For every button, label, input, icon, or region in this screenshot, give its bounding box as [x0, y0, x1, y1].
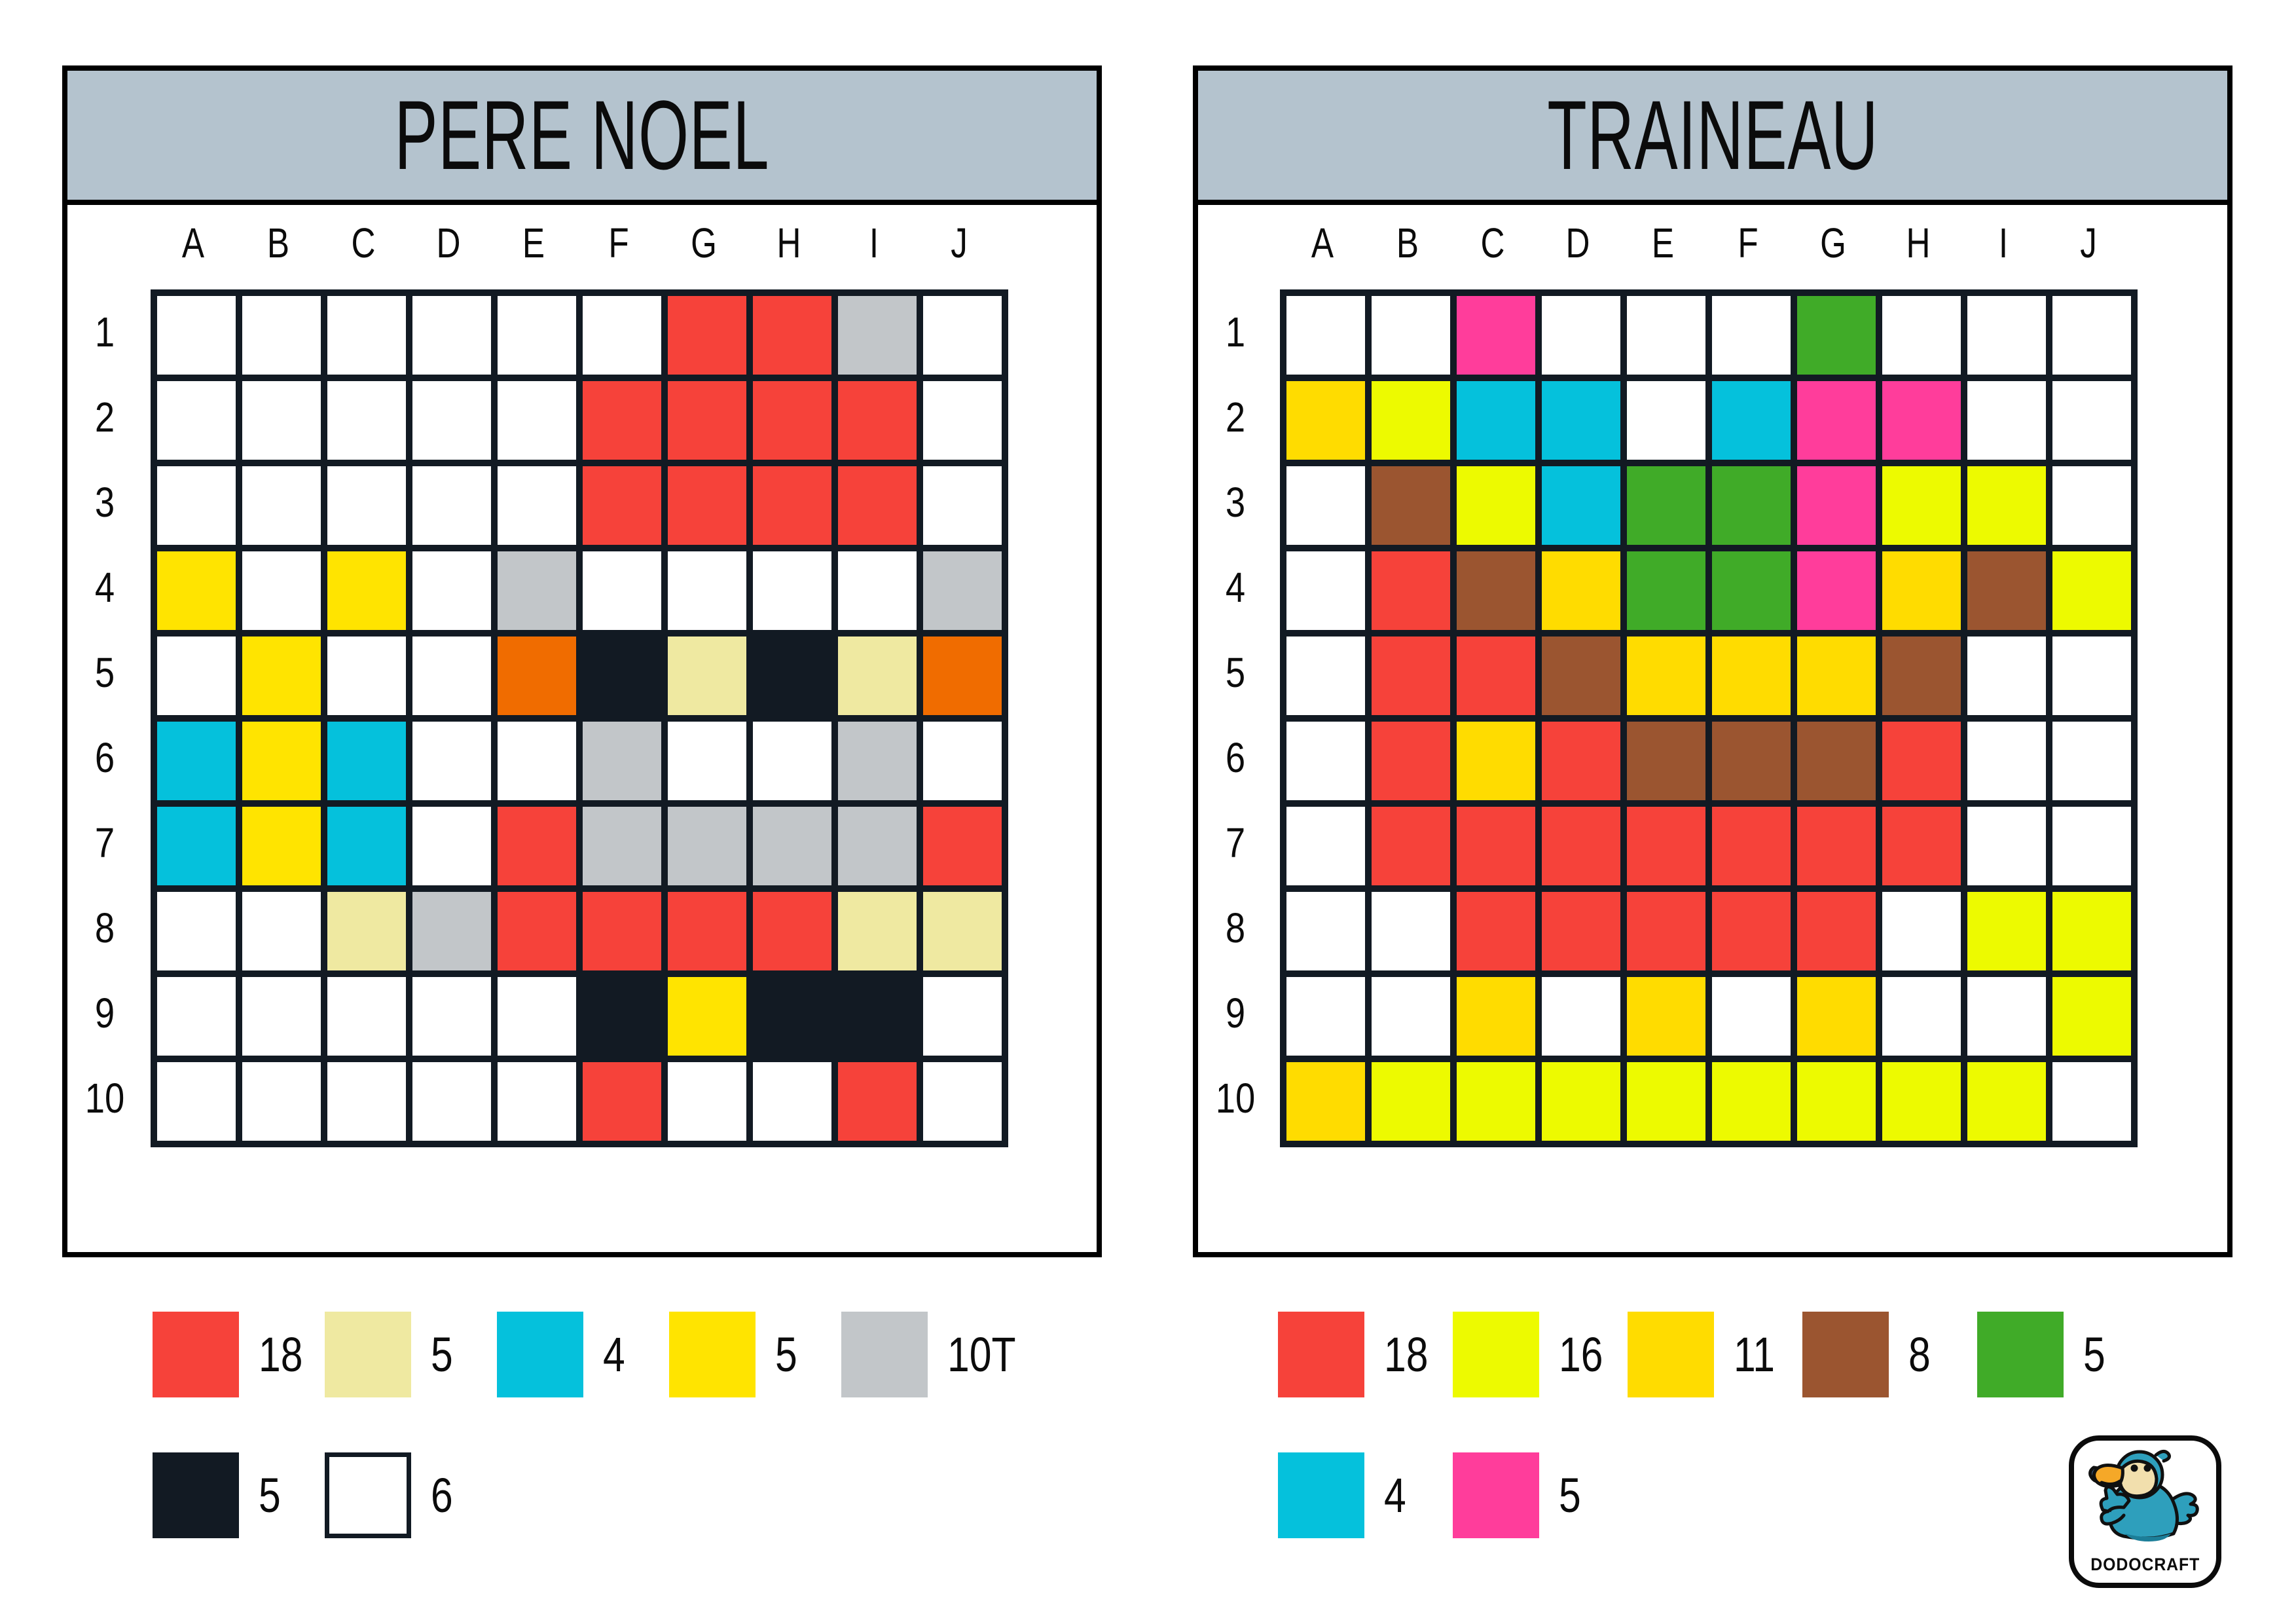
row-label: 8	[94, 904, 115, 951]
column-label: C	[1480, 219, 1505, 267]
legend-count: 5	[431, 1327, 453, 1382]
column-label: A	[1311, 219, 1334, 267]
grid-cell-traineau-H10[interactable]	[1882, 1062, 1961, 1141]
column-label: G	[1820, 219, 1846, 267]
row-label: 5	[1225, 649, 1246, 696]
legend-count: 6	[431, 1468, 453, 1522]
grid-cell-pere-noel-E3[interactable]	[498, 466, 576, 545]
grid-cell-pere-noel-D10[interactable]	[412, 1062, 491, 1141]
grid-cell-traineau-B7[interactable]	[1372, 807, 1450, 885]
legend-count: 16	[1559, 1327, 1603, 1382]
grid-cell-traineau-G8[interactable]	[1797, 892, 1876, 970]
legend-count: 4	[603, 1327, 625, 1382]
grid-cell-pere-noel-C6[interactable]	[327, 722, 406, 800]
column-label: D	[1565, 219, 1590, 267]
legend-swatch-red	[153, 1312, 239, 1397]
grid-cell-traineau-G7[interactable]	[1797, 807, 1876, 885]
grid-cell-pere-noel-J7[interactable]	[923, 807, 1002, 885]
grid-cell-traineau-B4[interactable]	[1372, 551, 1450, 630]
legend-swatch-gold	[1628, 1312, 1714, 1397]
legend-item-gray	[841, 1312, 1031, 1397]
column-label: C	[351, 219, 376, 267]
grid-cell-pere-noel-B4[interactable]	[242, 551, 321, 630]
grid-cell-pere-noel-E8[interactable]	[498, 892, 576, 970]
grid-cell-traineau-I9[interactable]	[1967, 977, 2046, 1056]
grid-cell-traineau-I2[interactable]	[1967, 381, 2046, 460]
legend-swatch-cream	[325, 1312, 411, 1397]
grid-cell-traineau-J3[interactable]	[2052, 466, 2131, 545]
grid-cell-pere-noel-E2[interactable]	[498, 381, 576, 460]
row-label: 6	[1225, 734, 1246, 781]
grid-cell-pere-noel-B8[interactable]	[242, 892, 321, 970]
grid-cell-traineau-H2[interactable]	[1882, 381, 1961, 460]
grid-cell-pere-noel-C1[interactable]	[327, 296, 406, 375]
legend-count: 18	[259, 1327, 303, 1382]
grid-cell-pere-noel-A7[interactable]	[157, 807, 236, 885]
column-label: G	[691, 219, 717, 267]
grid-cell-traineau-H6[interactable]	[1882, 722, 1961, 800]
grid-cell-traineau-A9[interactable]	[1286, 977, 1365, 1056]
grid-cell-pere-noel-B6[interactable]	[242, 722, 321, 800]
grid-cell-pere-noel-C9[interactable]	[327, 977, 406, 1056]
row-label: 1	[94, 308, 115, 356]
row-label: 4	[94, 564, 115, 611]
grid-cell-traineau-G9[interactable]	[1797, 977, 1876, 1056]
grid-cell-traineau-J7[interactable]	[2052, 807, 2131, 885]
legend-count: 10T	[947, 1327, 1016, 1382]
legend-count: 5	[259, 1468, 281, 1522]
grid-cell-traineau-I1[interactable]	[1967, 296, 2046, 375]
grid-cell-traineau-F8[interactable]	[1712, 892, 1791, 970]
grid-cell-pere-noel-G2[interactable]	[668, 381, 746, 460]
grid-cell-traineau-J2[interactable]	[2052, 381, 2131, 460]
legend-item-red	[153, 1312, 312, 1397]
legend-swatch-lime	[1453, 1312, 1539, 1397]
legend-item-cyan	[497, 1312, 630, 1397]
grid-cell-pere-noel-A8[interactable]	[157, 892, 236, 970]
grid-cell-traineau-C5[interactable]	[1457, 637, 1535, 715]
grid-cell-traineau-B8[interactable]	[1372, 892, 1450, 970]
grid-cell-pere-noel-J2[interactable]	[923, 381, 1002, 460]
grid-cell-pere-noel-B1[interactable]	[242, 296, 321, 375]
grid-cell-traineau-J9[interactable]	[2052, 977, 2131, 1056]
legend-count: 5	[2083, 1327, 2105, 1382]
row-label: 3	[94, 479, 115, 526]
legend-count: 5	[1559, 1468, 1581, 1522]
panel-title-bar	[67, 71, 1097, 205]
grid-cell-traineau-A5[interactable]	[1286, 637, 1365, 715]
grid-cell-traineau-E9[interactable]	[1627, 977, 1705, 1056]
grid-cell-pere-noel-D4[interactable]	[412, 551, 491, 630]
grid-cell-traineau-H9[interactable]	[1882, 977, 1961, 1056]
grid-cell-traineau-I4[interactable]	[1967, 551, 2046, 630]
legend-item-cream	[325, 1312, 458, 1397]
grid-cell-pere-noel-H2[interactable]	[753, 381, 831, 460]
grid-cell-pere-noel-E6[interactable]	[498, 722, 576, 800]
grid-cell-traineau-H7[interactable]	[1882, 807, 1961, 885]
row-label: 5	[94, 649, 115, 696]
column-label: I	[1998, 219, 2009, 267]
grid-cell-traineau-B6[interactable]	[1372, 722, 1450, 800]
grid-cell-pere-noel-J3[interactable]	[923, 466, 1002, 545]
grid-cell-pere-noel-A1[interactable]	[157, 296, 236, 375]
row-label: 9	[1225, 989, 1246, 1037]
grid-cell-traineau-I8[interactable]	[1967, 892, 2046, 970]
grid-cell-pere-noel-H3[interactable]	[753, 466, 831, 545]
grid-cell-traineau-I10[interactable]	[1967, 1062, 2046, 1141]
grid-cell-traineau-G6[interactable]	[1797, 722, 1876, 800]
legend-count: 11	[1734, 1327, 1775, 1382]
grid-cell-pere-noel-H1[interactable]	[753, 296, 831, 375]
grid-cell-pere-noel-H10[interactable]	[753, 1062, 831, 1141]
row-label: 10	[84, 1075, 125, 1122]
grid-cell-traineau-E1[interactable]	[1627, 296, 1705, 375]
grid-cell-pere-noel-G4[interactable]	[668, 551, 746, 630]
row-label: 9	[94, 989, 115, 1037]
legend-item-green	[1977, 1312, 2110, 1397]
grid-cell-pere-noel-F4[interactable]	[583, 551, 661, 630]
grid-cell-traineau-A3[interactable]	[1286, 466, 1365, 545]
grid-cell-traineau-G5[interactable]	[1797, 637, 1876, 715]
grid-cell-pere-noel-I5[interactable]	[838, 637, 917, 715]
grid-cell-traineau-J8[interactable]	[2052, 892, 2131, 970]
grid-cell-pere-noel-G9[interactable]	[668, 977, 746, 1056]
grid-cell-traineau-G1[interactable]	[1797, 296, 1876, 375]
grid-cell-pere-noel-J6[interactable]	[923, 722, 1002, 800]
grid-cell-pere-noel-I1[interactable]	[838, 296, 917, 375]
grid-cell-pere-noel-B9[interactable]	[242, 977, 321, 1056]
grid-cell-traineau-C2[interactable]	[1457, 381, 1535, 460]
grid-cell-pere-noel-I4[interactable]	[838, 551, 917, 630]
grid-cell-traineau-G4[interactable]	[1797, 551, 1876, 630]
grid-cell-traineau-G2[interactable]	[1797, 381, 1876, 460]
grid-cell-traineau-B3[interactable]	[1372, 466, 1450, 545]
column-labels-traineau	[1280, 219, 2131, 267]
legend-swatch-yellow	[669, 1312, 756, 1397]
grid-cell-traineau-B10[interactable]	[1372, 1062, 1450, 1141]
dodo-bird-icon	[2077, 1443, 2214, 1551]
grid-cell-pere-noel-E5[interactable]	[498, 637, 576, 715]
grid-cell-traineau-C6[interactable]	[1457, 722, 1535, 800]
grid-cell-pere-noel-D1[interactable]	[412, 296, 491, 375]
column-label: H	[776, 219, 801, 267]
grid-cell-pere-noel-E9[interactable]	[498, 977, 576, 1056]
grid-cell-traineau-C7[interactable]	[1457, 807, 1535, 885]
grid-cell-pere-noel-J10[interactable]	[923, 1062, 1002, 1141]
legend-count: 5	[775, 1327, 797, 1382]
grid-cell-pere-noel-F2[interactable]	[583, 381, 661, 460]
pixel-grid-traineau	[1280, 289, 2138, 1147]
column-label: F	[608, 219, 629, 267]
row-label: 8	[1225, 904, 1246, 951]
grid-cell-traineau-H1[interactable]	[1882, 296, 1961, 375]
grid-cell-traineau-A1[interactable]	[1286, 296, 1365, 375]
grid-cell-traineau-H5[interactable]	[1882, 637, 1961, 715]
logo-text: DODOCRAFT	[2090, 1555, 2200, 1574]
grid-cell-pere-noel-D7[interactable]	[412, 807, 491, 885]
grid-cell-traineau-D5[interactable]	[1542, 637, 1620, 715]
column-label: I	[869, 219, 879, 267]
grid-cell-pere-noel-I10[interactable]	[838, 1062, 917, 1141]
grid-cell-traineau-J1[interactable]	[2052, 296, 2131, 375]
grid-cell-traineau-D3[interactable]	[1542, 466, 1620, 545]
grid-cell-pere-noel-F3[interactable]	[583, 466, 661, 545]
legend-count: 8	[1908, 1327, 1931, 1382]
grid-cell-pere-noel-C7[interactable]	[327, 807, 406, 885]
grid-cell-pere-noel-D2[interactable]	[412, 381, 491, 460]
grid-cell-traineau-A6[interactable]	[1286, 722, 1365, 800]
panel-title: TRAINEAU	[1547, 80, 1878, 190]
column-label: A	[181, 219, 205, 267]
grid-cell-traineau-E8[interactable]	[1627, 892, 1705, 970]
grid-cell-traineau-C8[interactable]	[1457, 892, 1535, 970]
grid-cell-pere-noel-D6[interactable]	[412, 722, 491, 800]
grid-cell-pere-noel-A2[interactable]	[157, 381, 236, 460]
grid-cell-pere-noel-H8[interactable]	[753, 892, 831, 970]
grid-cell-pere-noel-F7[interactable]	[583, 807, 661, 885]
grid-cell-pere-noel-D3[interactable]	[412, 466, 491, 545]
grid-cell-traineau-J10[interactable]	[2052, 1062, 2131, 1141]
legend-item-red	[1278, 1312, 1438, 1397]
grid-cell-traineau-E7[interactable]	[1627, 807, 1705, 885]
grid-cell-traineau-E5[interactable]	[1627, 637, 1705, 715]
grid-cell-traineau-B9[interactable]	[1372, 977, 1450, 1056]
grid-cell-pere-noel-F6[interactable]	[583, 722, 661, 800]
grid-cell-traineau-A8[interactable]	[1286, 892, 1365, 970]
row-label: 1	[1225, 308, 1246, 356]
legend-swatch-green	[1977, 1312, 2064, 1397]
grid-cell-traineau-F4[interactable]	[1712, 551, 1791, 630]
legend-item-lime	[1453, 1312, 1613, 1397]
grid-cell-pere-noel-E10[interactable]	[498, 1062, 576, 1141]
grid-cell-pere-noel-H6[interactable]	[753, 722, 831, 800]
grid-cell-pere-noel-F1[interactable]	[583, 296, 661, 375]
column-label: J	[951, 219, 968, 267]
grid-cell-traineau-C3[interactable]	[1457, 466, 1535, 545]
row-label: 6	[94, 734, 115, 781]
grid-cell-pere-noel-I7[interactable]	[838, 807, 917, 885]
grid-cell-traineau-F9[interactable]	[1712, 977, 1791, 1056]
grid-cell-traineau-J6[interactable]	[2052, 722, 2131, 800]
grid-cell-pere-noel-I2[interactable]	[838, 381, 917, 460]
grid-cell-traineau-E10[interactable]	[1627, 1062, 1705, 1141]
grid-cell-pere-noel-J4[interactable]	[923, 551, 1002, 630]
grid-cell-traineau-E6[interactable]	[1627, 722, 1705, 800]
grid-cell-pere-noel-C5[interactable]	[327, 637, 406, 715]
grid-cell-pere-noel-A3[interactable]	[157, 466, 236, 545]
grid-cell-pere-noel-E1[interactable]	[498, 296, 576, 375]
row-label: 2	[94, 394, 115, 441]
grid-cell-traineau-F10[interactable]	[1712, 1062, 1791, 1141]
column-labels-pere-noel	[151, 219, 1002, 267]
grid-cell-traineau-G3[interactable]	[1797, 466, 1876, 545]
grid-cell-pere-noel-C8[interactable]	[327, 892, 406, 970]
grid-cell-pere-noel-B7[interactable]	[242, 807, 321, 885]
grid-cell-traineau-D4[interactable]	[1542, 551, 1620, 630]
column-label: J	[2080, 219, 2097, 267]
grid-cell-pere-noel-G8[interactable]	[668, 892, 746, 970]
row-label: 4	[1225, 564, 1246, 611]
grid-cell-pere-noel-C10[interactable]	[327, 1062, 406, 1141]
grid-cell-pere-noel-I8[interactable]	[838, 892, 917, 970]
grid-cell-traineau-C4[interactable]	[1457, 551, 1535, 630]
grid-cell-pere-noel-B5[interactable]	[242, 637, 321, 715]
grid-cell-traineau-F2[interactable]	[1712, 381, 1791, 460]
row-label: 2	[1225, 394, 1246, 441]
grid-cell-traineau-A7[interactable]	[1286, 807, 1365, 885]
legend-item-pink	[1453, 1452, 1586, 1538]
grid-cell-pere-noel-G3[interactable]	[668, 466, 746, 545]
grid-cell-traineau-I5[interactable]	[1967, 637, 2046, 715]
row-label: 3	[1225, 479, 1246, 526]
grid-cell-traineau-F7[interactable]	[1712, 807, 1791, 885]
grid-cell-pere-noel-B10[interactable]	[242, 1062, 321, 1141]
grid-cell-traineau-D6[interactable]	[1542, 722, 1620, 800]
panel-title: PERE NOEL	[394, 80, 770, 190]
grid-cell-traineau-I3[interactable]	[1967, 466, 2046, 545]
grid-cell-pere-noel-A9[interactable]	[157, 977, 236, 1056]
grid-cell-traineau-A4[interactable]	[1286, 551, 1365, 630]
grid-cell-pere-noel-D9[interactable]	[412, 977, 491, 1056]
grid-cell-pere-noel-F5[interactable]	[583, 637, 661, 715]
grid-cell-pere-noel-G10[interactable]	[668, 1062, 746, 1141]
row-labels-traineau	[1193, 289, 1278, 1141]
legend-item-yellow	[669, 1312, 802, 1397]
grid-cell-pere-noel-B3[interactable]	[242, 466, 321, 545]
grid-cell-pere-noel-E7[interactable]	[498, 807, 576, 885]
grid-cell-traineau-B5[interactable]	[1372, 637, 1450, 715]
grid-cell-pere-noel-J1[interactable]	[923, 296, 1002, 375]
grid-cell-pere-noel-H7[interactable]	[753, 807, 831, 885]
column-label: F	[1738, 219, 1758, 267]
grid-cell-pere-noel-F8[interactable]	[583, 892, 661, 970]
legend-swatch-black	[153, 1452, 239, 1538]
grid-cell-pere-noel-G5[interactable]	[668, 637, 746, 715]
legend-swatch-cyan	[497, 1312, 583, 1397]
column-label: E	[1651, 219, 1675, 267]
grid-cell-traineau-J5[interactable]	[2052, 637, 2131, 715]
grid-cell-traineau-C9[interactable]	[1457, 977, 1535, 1056]
grid-cell-pere-noel-H4[interactable]	[753, 551, 831, 630]
grid-cell-traineau-D10[interactable]	[1542, 1062, 1620, 1141]
grid-cell-traineau-D1[interactable]	[1542, 296, 1620, 375]
grid-cell-pere-noel-F10[interactable]	[583, 1062, 661, 1141]
legend-swatch-brown	[1802, 1312, 1889, 1397]
legend-swatch-white	[325, 1452, 411, 1538]
grid-cell-pere-noel-A6[interactable]	[157, 722, 236, 800]
grid-cell-pere-noel-G7[interactable]	[668, 807, 746, 885]
grid-cell-pere-noel-B2[interactable]	[242, 381, 321, 460]
grid-cell-pere-noel-H5[interactable]	[753, 637, 831, 715]
row-labels-pere-noel	[62, 289, 147, 1141]
column-label: B	[266, 219, 290, 267]
grid-cell-traineau-J4[interactable]	[2052, 551, 2131, 630]
grid-cell-pere-noel-H9[interactable]	[753, 977, 831, 1056]
column-label: H	[1906, 219, 1931, 267]
grid-cell-traineau-F5[interactable]	[1712, 637, 1791, 715]
grid-cell-traineau-D7[interactable]	[1542, 807, 1620, 885]
grid-cell-traineau-A10[interactable]	[1286, 1062, 1365, 1141]
grid-cell-pere-noel-C4[interactable]	[327, 551, 406, 630]
legend-count: 18	[1384, 1327, 1429, 1382]
grid-cell-traineau-A2[interactable]	[1286, 381, 1365, 460]
grid-cell-pere-noel-J5[interactable]	[923, 637, 1002, 715]
legend-swatch-red	[1278, 1312, 1364, 1397]
legend-item-cyan	[1278, 1452, 1411, 1538]
legend-swatch-pink	[1453, 1452, 1539, 1538]
grid-cell-traineau-H8[interactable]	[1882, 892, 1961, 970]
grid-cell-pere-noel-G6[interactable]	[668, 722, 746, 800]
grid-cell-traineau-H3[interactable]	[1882, 466, 1961, 545]
column-label: B	[1396, 219, 1419, 267]
grid-cell-pere-noel-E4[interactable]	[498, 551, 576, 630]
legend-swatch-cyan	[1278, 1452, 1364, 1538]
row-label: 10	[1215, 1075, 1256, 1122]
row-label: 7	[1225, 819, 1246, 866]
grid-cell-pere-noel-I9[interactable]	[838, 977, 917, 1056]
grid-cell-traineau-F3[interactable]	[1712, 466, 1791, 545]
legend-item-black	[153, 1452, 285, 1538]
grid-cell-traineau-D2[interactable]	[1542, 381, 1620, 460]
grid-cell-pere-noel-A5[interactable]	[157, 637, 236, 715]
legend-item-brown	[1802, 1312, 1935, 1397]
grid-cell-traineau-I6[interactable]	[1967, 722, 2046, 800]
grid-cell-traineau-E3[interactable]	[1627, 466, 1705, 545]
grid-cell-traineau-G10[interactable]	[1797, 1062, 1876, 1141]
grid-cell-traineau-E2[interactable]	[1627, 381, 1705, 460]
row-label: 7	[94, 819, 115, 866]
grid-cell-pere-noel-F9[interactable]	[583, 977, 661, 1056]
grid-cell-traineau-I7[interactable]	[1967, 807, 2046, 885]
grid-cell-traineau-H4[interactable]	[1882, 551, 1961, 630]
grid-cell-pere-noel-I3[interactable]	[838, 466, 917, 545]
grid-cell-pere-noel-C3[interactable]	[327, 466, 406, 545]
grid-cell-traineau-D9[interactable]	[1542, 977, 1620, 1056]
grid-cell-traineau-F6[interactable]	[1712, 722, 1791, 800]
grid-cell-pere-noel-I6[interactable]	[838, 722, 917, 800]
grid-cell-pere-noel-J8[interactable]	[923, 892, 1002, 970]
grid-cell-pere-noel-G1[interactable]	[668, 296, 746, 375]
grid-cell-traineau-C1[interactable]	[1457, 296, 1535, 375]
dodocraft-logo	[2069, 1435, 2221, 1588]
column-label: E	[522, 219, 545, 267]
grid-cell-pere-noel-C2[interactable]	[327, 381, 406, 460]
legend-item-gold	[1628, 1312, 1784, 1397]
grid-cell-pere-noel-A10[interactable]	[157, 1062, 236, 1141]
grid-cell-traineau-C10[interactable]	[1457, 1062, 1535, 1141]
panel-title-bar	[1198, 71, 2227, 205]
legend-item-white	[325, 1452, 458, 1538]
pixel-grid-pere-noel	[151, 289, 1008, 1147]
grid-cell-traineau-B1[interactable]	[1372, 296, 1450, 375]
grid-cell-pere-noel-A4[interactable]	[157, 551, 236, 630]
grid-cell-traineau-D8[interactable]	[1542, 892, 1620, 970]
column-label: D	[436, 219, 461, 267]
grid-cell-pere-noel-D8[interactable]	[412, 892, 491, 970]
legend-count: 4	[1384, 1468, 1406, 1522]
grid-cell-traineau-E4[interactable]	[1627, 551, 1705, 630]
grid-cell-pere-noel-J9[interactable]	[923, 977, 1002, 1056]
grid-cell-traineau-F1[interactable]	[1712, 296, 1791, 375]
legend-swatch-gray	[841, 1312, 928, 1397]
grid-cell-traineau-B2[interactable]	[1372, 381, 1450, 460]
grid-cell-pere-noel-D5[interactable]	[412, 637, 491, 715]
